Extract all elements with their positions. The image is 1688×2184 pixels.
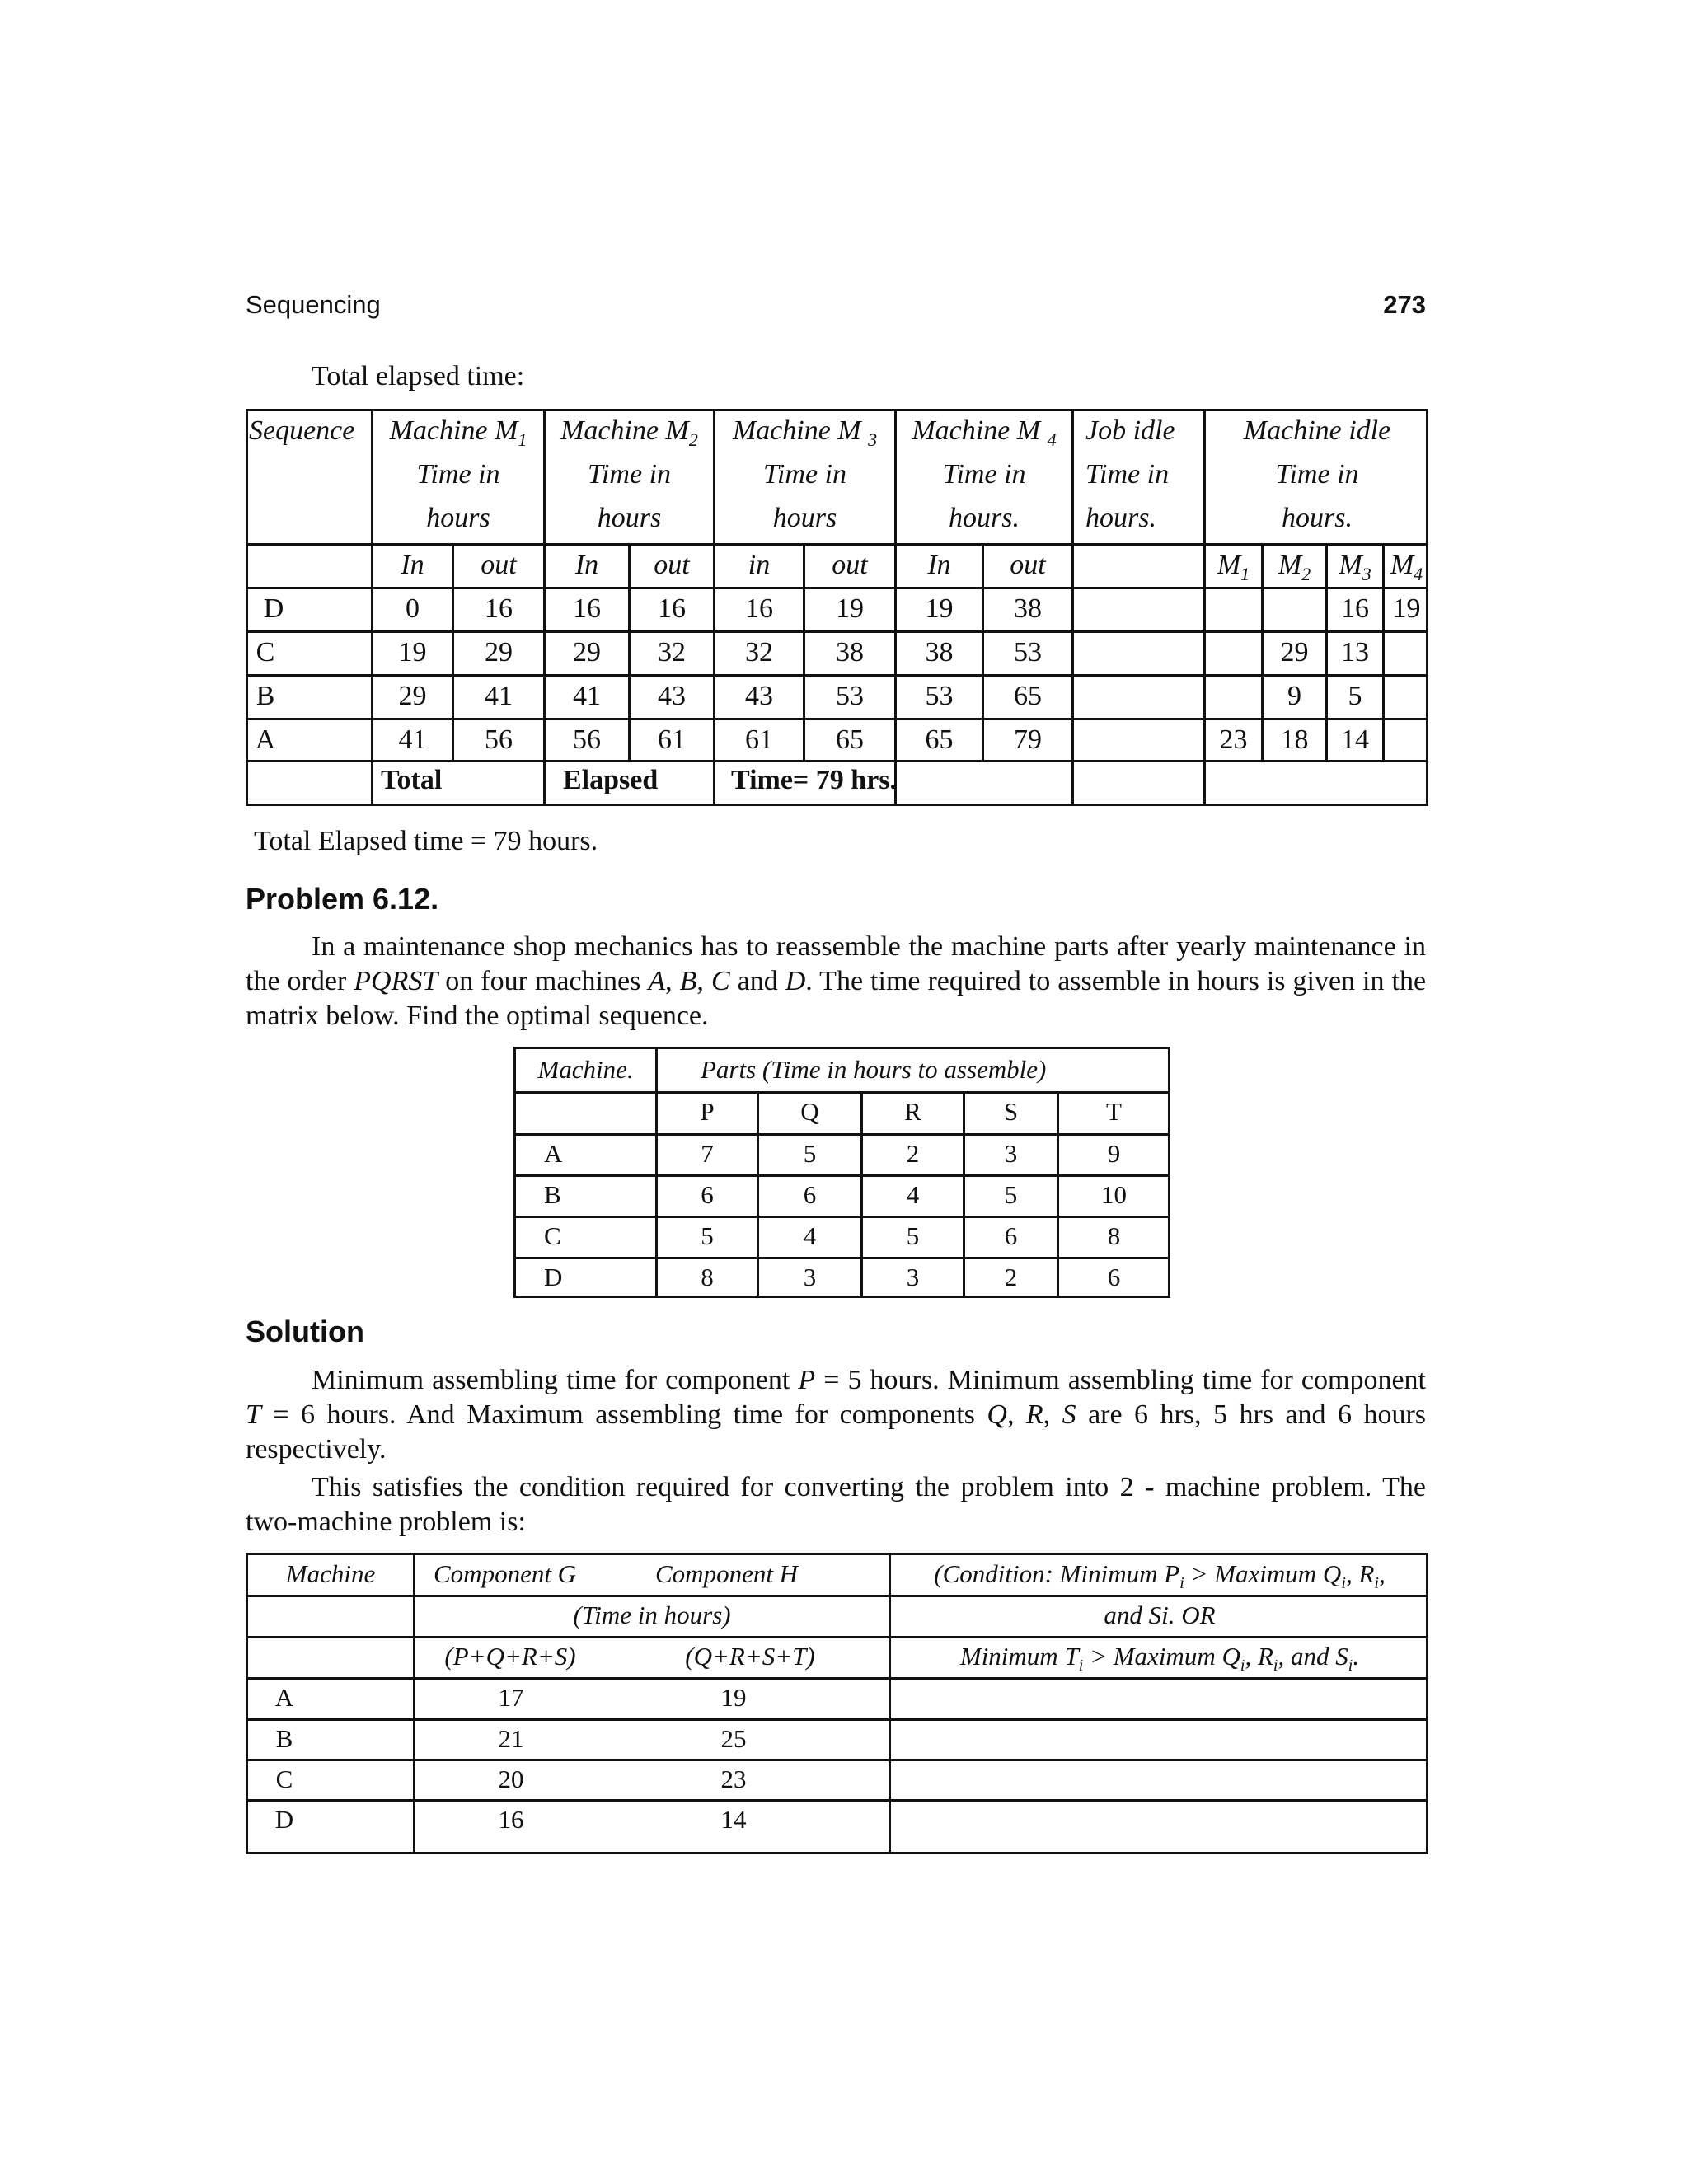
formula-g: (P+Q+R+S) — [444, 1642, 576, 1671]
subheader-idle-m4: $M_4$ — [1390, 550, 1423, 584]
cell: 29 — [485, 637, 513, 668]
cell: 14 — [720, 1805, 747, 1834]
row-seq: B — [256, 681, 275, 711]
cell: 19 — [398, 637, 427, 668]
cell: 4 — [906, 1180, 920, 1209]
machine-name: A — [544, 1139, 563, 1168]
footer-elapsed: Elapsed — [563, 765, 659, 795]
cell: 38 — [836, 637, 864, 668]
cell: 16 — [745, 593, 773, 624]
cell: 4 — [803, 1221, 817, 1250]
header-time-in: Time in — [416, 459, 500, 490]
cell: 38 — [925, 637, 954, 668]
header-machine-m2: Machine $M_2$ — [560, 415, 698, 450]
header-hours: hours. — [1085, 503, 1156, 533]
part-header: S — [1003, 1097, 1019, 1126]
header-hours: hours — [772, 503, 837, 533]
header-sequence: Sequence — [249, 415, 355, 446]
cell: 18 — [1280, 724, 1309, 755]
cell: 2 — [906, 1139, 920, 1168]
cell: 16 — [485, 593, 513, 624]
cell: 56 — [485, 724, 513, 755]
condition-line-3: Minimum $T_i$ > Maximum $Q_i$, $R_i$, and $S_i$. — [959, 1642, 1360, 1675]
cell: 16 — [1341, 593, 1369, 624]
header-machine: Machine — [285, 1559, 376, 1588]
page-number: 273 — [1383, 290, 1426, 319]
header-time-in: Time in — [587, 459, 672, 490]
cell: 6 — [701, 1180, 714, 1209]
part-header: Q — [800, 1097, 819, 1126]
header-hours: hours — [426, 503, 490, 533]
cell: 29 — [398, 681, 427, 711]
cell: 3 — [803, 1263, 817, 1291]
cell: 61 — [658, 724, 686, 755]
cell: 8 — [701, 1263, 714, 1291]
cell: 32 — [658, 637, 686, 668]
cell: 53 — [836, 681, 864, 711]
cell: 3 — [906, 1263, 920, 1291]
cell: 10 — [1101, 1180, 1127, 1209]
cell: 6 — [803, 1180, 817, 1209]
cell: 65 — [836, 724, 864, 755]
cell: 29 — [573, 637, 601, 668]
cell: 43 — [745, 681, 773, 711]
cell: 79 — [1014, 724, 1042, 755]
formula-h: (Q+R+S+T) — [685, 1642, 815, 1671]
machine-name: B — [544, 1180, 561, 1209]
machine-name: C — [275, 1765, 293, 1793]
cell: 19 — [836, 593, 864, 624]
header-time-in: Time in — [942, 459, 1026, 490]
cell: 7 — [701, 1139, 714, 1168]
machine-name: C — [544, 1221, 561, 1250]
cell: 65 — [1014, 681, 1042, 711]
condition-line-1: (Condition: Minimum $P_i$ > Maximum $Q_i$, $R_i$, — [934, 1559, 1386, 1593]
cell: 19 — [925, 593, 954, 624]
cell: 14 — [1341, 724, 1369, 755]
header-hours: hours — [597, 503, 662, 533]
header-machine-idle: Machine idle — [1243, 415, 1391, 446]
cell: 17 — [498, 1683, 524, 1712]
machine-name: D — [274, 1805, 294, 1834]
header-hours: hours. — [1282, 503, 1353, 533]
cell: 21 — [498, 1724, 524, 1753]
row-seq: D — [263, 593, 284, 624]
header-component-g: Component G — [434, 1559, 577, 1588]
cell: 5 — [906, 1221, 920, 1250]
part-header: T — [1106, 1097, 1122, 1126]
cell: 53 — [925, 681, 954, 711]
total-elapsed-line: Total Elapsed time = 79 hours. — [254, 826, 598, 856]
cell: 23 — [720, 1765, 747, 1793]
condition-line-2: and Si. OR — [1104, 1601, 1216, 1629]
cell: 56 — [573, 724, 601, 755]
subheader-in: In — [401, 550, 424, 580]
machine-label: Machine. — [537, 1055, 634, 1084]
machine-name: B — [275, 1724, 293, 1753]
cell: 41 — [485, 681, 513, 711]
subheader-idle-m3: $M_3$ — [1339, 550, 1372, 584]
subheader-in: in — [748, 550, 771, 580]
cell: 0 — [406, 593, 420, 624]
cell: 25 — [720, 1724, 747, 1753]
subheader-out: out — [654, 550, 690, 580]
cell: 16 — [498, 1805, 524, 1834]
subheader-idle-m1: $M_1$ — [1217, 550, 1250, 584]
header-machine-m1: Machine $M_1$ — [389, 415, 528, 450]
cell: 43 — [658, 681, 686, 711]
subheader-in: In — [574, 550, 599, 580]
cell: 19 — [1392, 593, 1421, 624]
problem-title: Problem 6.12. — [246, 882, 439, 916]
header-time-in: Time in — [1275, 459, 1359, 490]
cell: 16 — [573, 593, 601, 624]
cell: 9 — [1287, 681, 1301, 711]
header-component-h: Component H — [655, 1559, 799, 1588]
cell: 5 — [1348, 681, 1362, 711]
cell: 5 — [1004, 1180, 1018, 1209]
subheader-out: out — [481, 550, 517, 580]
intro-text: Total elapsed time: — [312, 361, 525, 391]
header-job-idle: Job idle — [1085, 415, 1175, 446]
part-header: P — [700, 1097, 715, 1126]
solution-title: Solution — [246, 1315, 364, 1348]
cell: 20 — [498, 1765, 524, 1793]
cell: 8 — [1107, 1221, 1121, 1250]
subheader-out: out — [1010, 550, 1046, 580]
cell: 3 — [1004, 1139, 1018, 1168]
row-seq: A — [255, 724, 276, 755]
cell: 5 — [701, 1221, 714, 1250]
header-time-in-hours: (Time in hours) — [573, 1601, 731, 1629]
footer-total: Total — [381, 765, 443, 795]
part-header: R — [904, 1097, 921, 1126]
header-machine-m4: Machine M $_4$ — [912, 415, 1057, 450]
subheader-in: In — [927, 550, 951, 580]
subheader-out: out — [832, 550, 868, 580]
cell: 13 — [1341, 637, 1369, 668]
cell: 41 — [573, 681, 601, 711]
cell: 16 — [658, 593, 686, 624]
cell: 41 — [398, 724, 427, 755]
solution-paragraph-1: Minimum assembling time for component P = 5 hours. Minimum assembling time for component T = 6 hours. And Maximum assembling time for components Q, R, S are 6 hrs, 5 hrs and 6 hours respectively. — [246, 1365, 1426, 1465]
cell: 6 — [1107, 1263, 1121, 1291]
machine-name: D — [544, 1263, 563, 1291]
subheader-idle-m2: $M_2$ — [1278, 550, 1311, 584]
cell: 38 — [1014, 593, 1042, 624]
header-machine-m3: Machine M $_3$ — [732, 415, 878, 450]
footer-time: Time= 79 hrs. — [731, 765, 898, 795]
solution-paragraph-2: This satisfies the condition required for converting the problem into 2 - machine problem. The two-machine problem is: — [246, 1472, 1426, 1537]
header-time-in: Time in — [762, 459, 847, 490]
cell: 32 — [745, 637, 773, 668]
row-seq: C — [256, 637, 275, 668]
cell: 29 — [1280, 637, 1309, 668]
cell: 6 — [1004, 1221, 1018, 1250]
cell: 53 — [1014, 637, 1042, 668]
parts-label: Parts (Time in hours to assemble) — [701, 1055, 1047, 1084]
cell: 2 — [1004, 1263, 1018, 1291]
problem-statement: In a maintenance shop mechanics has to reassemble the machine parts after yearly maintenance in the order PQRST on four machines A, B, C and D. The time required to assemble in hours is given in the matrix below. Find the optimal sequence. — [246, 931, 1427, 1031]
machine-name: A — [274, 1683, 294, 1712]
header-hours: hours. — [949, 503, 1020, 533]
header-time-in: Time in — [1085, 459, 1170, 490]
cell: 61 — [745, 724, 773, 755]
cell: 23 — [1219, 724, 1248, 755]
running-header: Sequencing — [246, 290, 381, 319]
cell: 9 — [1107, 1139, 1121, 1168]
cell: 5 — [803, 1139, 817, 1168]
cell: 19 — [720, 1683, 747, 1712]
cell: 65 — [925, 724, 954, 755]
